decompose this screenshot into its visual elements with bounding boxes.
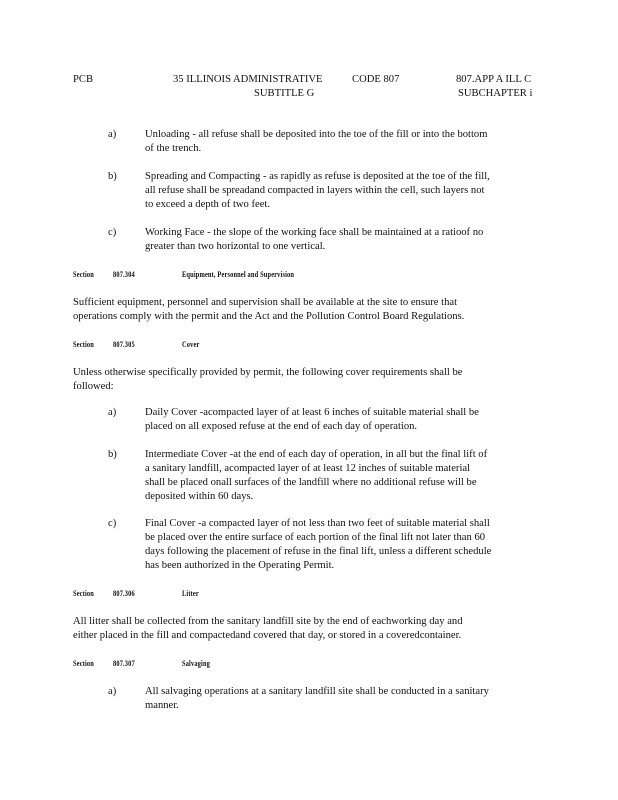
text-line: Unless otherwise specifically provided by permit, the following cover requirements shall be [73, 367, 463, 378]
text-line: Final Cover -a compacted layer of not less than two feet of suitable material shall [145, 518, 490, 529]
text-line: manner. [145, 700, 179, 711]
header-subchapter: SUBCHAPTER i [458, 88, 533, 99]
text-line: operations comply with the permit and the Act and the Pollution Control Board Regulations. [73, 311, 465, 322]
text-line: deposited within 60 days. [145, 491, 254, 502]
text-line: Unloading - all refuse shall be deposited into the toe of the fill or into the bottom [145, 129, 488, 140]
text-line: greater than two horizontal to one vertical. [145, 241, 326, 252]
text-line: a sanitary landfill, acompacted layer of at least 12 inches of suitable material [145, 463, 471, 474]
section-title: Litter [182, 589, 199, 598]
section-paragraph [73, 366, 463, 394]
text-line: placed on all exposed refuse at the end of each day of operation. [145, 421, 418, 432]
section-number: 807.304 [113, 270, 135, 279]
header-title: 35 ILLINOIS ADMINISTRATIVE [173, 74, 323, 85]
item-letter: c) [108, 518, 117, 529]
text-line: either placed in the fill and compactedand covered that day, or stored in a coveredcontainer. [73, 630, 462, 641]
section-number: 807.307 [113, 659, 135, 668]
item-text [145, 406, 479, 434]
text-line: all refuse shall be spreadand compacted in layers within the cell, such layers not [145, 185, 485, 196]
item-text [145, 128, 487, 156]
text-line: shall be placed onall surfaces of the landfill where no additional refuse will be [145, 477, 477, 488]
header-subtitle: SUBTITLE G [254, 88, 315, 99]
text-line: All salvaging operations at a sanitary landfill site shall be conducted in a sanitary [145, 686, 489, 697]
text-line: be placed over the entire surface of each portion of the final lift not later than 60 [145, 532, 486, 543]
text-line: Daily Cover -acompacted layer of at least 6 inches of suitable material shall be [145, 407, 479, 418]
item-letter: b) [108, 449, 117, 460]
text-line: to exceed a depth of two feet. [145, 199, 271, 210]
text-line: days following the placement of refuse in the final lift, unless a different schedule [145, 546, 492, 557]
header-code: CODE 807 [352, 74, 400, 85]
text-line: All litter shall be collected from the sanitary landfill site by the end of eachworking day and [73, 616, 463, 627]
section-paragraph [73, 615, 463, 643]
section-title: Equipment, Personnel and Supervision [182, 270, 295, 279]
section-label: Section [73, 270, 94, 279]
header-left: PCB [73, 74, 94, 85]
text-line: Spreading and Compacting - as rapidly as refuse is deposited at the toe of the fill, [145, 171, 490, 182]
item-text [145, 517, 491, 573]
section-label: Section [73, 589, 94, 598]
item-letter: a) [108, 407, 117, 418]
item-text [145, 448, 487, 504]
section-paragraph [73, 296, 464, 324]
text-line: Sufficient equipment, personnel and supervision shall be available at the site to ensure that [73, 297, 458, 308]
item-letter: b) [108, 171, 117, 182]
text-line: Working Face - the slope of the working face shall be maintained at a ratioof no [145, 227, 484, 238]
item-letter: c) [108, 227, 117, 238]
item-letter: a) [108, 686, 117, 697]
section-label: Section [73, 340, 94, 349]
text-line: followed: [73, 381, 114, 392]
text-line: Intermediate Cover -at the end of each day of operation, in all but the final lift of [145, 449, 488, 460]
section-label: Section [73, 659, 94, 668]
item-text [145, 685, 489, 713]
section-number: 807.305 [113, 340, 135, 349]
text-line: has been authorized in the Operating Permit. [145, 560, 335, 571]
text-line: of the trench. [145, 143, 202, 154]
section-title: Cover [182, 340, 200, 349]
item-text [145, 226, 483, 254]
header-right: 807.APP A ILL C [456, 74, 532, 85]
section-title: Salvaging [182, 659, 211, 668]
item-text [145, 170, 490, 212]
section-number: 807.306 [113, 589, 135, 598]
item-letter: a) [108, 129, 117, 140]
